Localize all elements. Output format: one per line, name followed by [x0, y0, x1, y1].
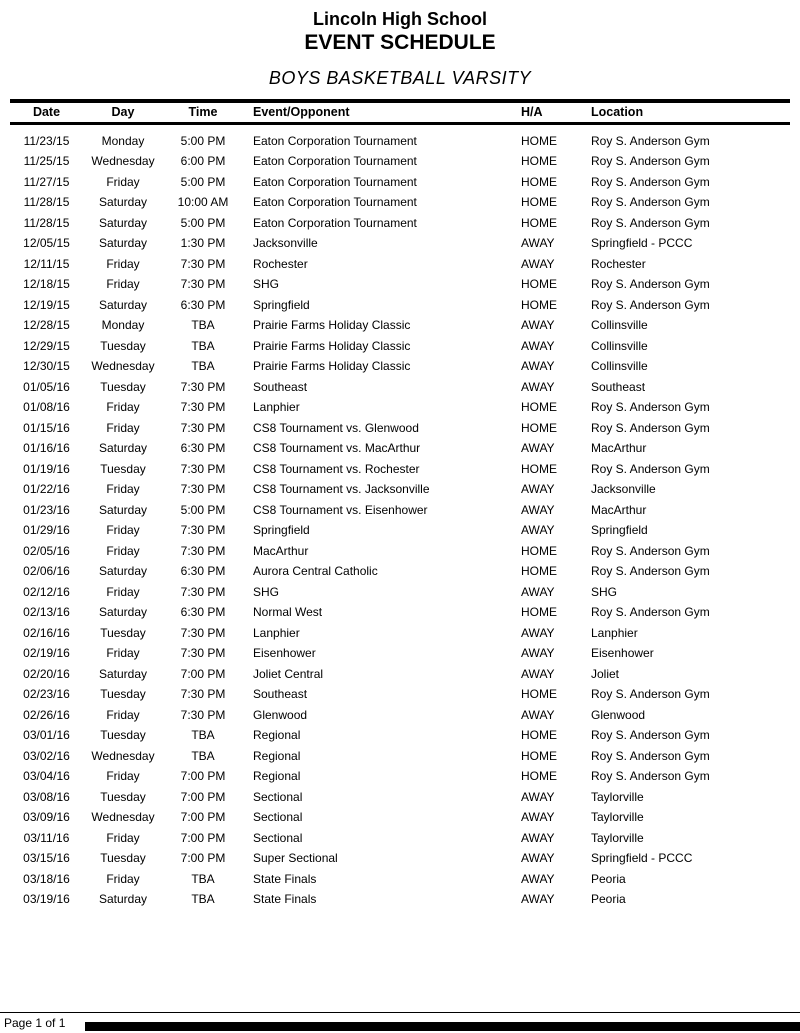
cell-date: 12/05/15 [23, 236, 70, 250]
cell-location: Glenwood [591, 707, 646, 722]
bottom-bar [85, 1022, 800, 1031]
cell-ha: HOME [521, 605, 557, 619]
cell-date: 02/26/16 [23, 707, 70, 722]
cell-ha: AWAY [521, 830, 555, 845]
cell-ha: AWAY [521, 256, 555, 271]
cell-date: 01/08/16 [23, 400, 70, 414]
cell-day: Monday [101, 318, 145, 332]
cell-location: Roy S. Anderson Gym [591, 195, 710, 209]
cell-time: TBA [191, 359, 215, 373]
cell-time: 7:30 PM [180, 646, 226, 660]
cell-day: Tuesday [100, 625, 146, 640]
cell-location: Roy S. Anderson Gym [591, 748, 710, 763]
table-row [10, 828, 790, 849]
header-row [10, 101, 790, 123]
cell-date: 01/16/16 [23, 441, 70, 455]
cell-event: Regional [253, 769, 301, 783]
table-row [10, 766, 790, 787]
cell-event: Springfield [253, 297, 310, 312]
cell-date: 03/19/16 [23, 892, 70, 906]
cell-ha: AWAY [521, 584, 555, 599]
cell-time: 7:30 PM [180, 707, 226, 722]
cell-date: 01/15/16 [23, 420, 70, 435]
cell-event: Regional [253, 748, 301, 763]
table-row [10, 705, 790, 726]
cell-day: Saturday [98, 441, 148, 455]
table-row [10, 479, 790, 500]
cell-event: Regional [253, 728, 301, 742]
cell-time: TBA [191, 871, 215, 886]
table-row [10, 664, 790, 685]
cell-day: Saturday [98, 666, 148, 681]
cell-time: 6:00 PM [180, 154, 226, 168]
cell-time: 6:30 PM [180, 605, 226, 619]
table-row [10, 254, 790, 275]
page-subtitle: BOYS BASKETBALL VARSITY [268, 68, 532, 88]
cell-day: Friday [106, 482, 140, 496]
cell-time: 7:00 PM [180, 830, 226, 845]
cell-event: Southeast [253, 687, 308, 701]
cell-time: 7:30 PM [180, 400, 226, 414]
cell-event: Rochester [253, 256, 308, 271]
schedule-body [10, 123, 790, 910]
cell-event: CS8 Tournament vs. Glenwood [253, 420, 419, 435]
cell-location: Peoria [591, 871, 626, 886]
cell-location: Roy S. Anderson Gym [591, 215, 710, 230]
cell-day: Wednesday [91, 810, 155, 824]
cell-day: Tuesday [100, 687, 146, 701]
cell-event: Glenwood [253, 707, 308, 722]
cell-time: 7:30 PM [180, 523, 226, 537]
cell-location: Jacksonville [591, 482, 656, 496]
cell-day: Wednesday [91, 359, 155, 373]
cell-location: Springfield - PCCC [591, 236, 693, 250]
cell-day: Friday [106, 830, 140, 845]
cell-event: Lanphier [253, 400, 300, 414]
cell-day: Tuesday [100, 789, 146, 804]
table-row [10, 889, 790, 910]
cell-time: 7:30 PM [180, 420, 226, 435]
cell-day: Friday [106, 277, 140, 291]
table-row [10, 582, 790, 603]
page-title: EVENT SCHEDULE [304, 31, 496, 54]
table-row [10, 623, 790, 644]
cell-date: 03/09/16 [23, 810, 70, 824]
cell-time: 7:30 PM [180, 256, 226, 271]
cell-location: Collinsville [591, 318, 648, 332]
table-row [10, 123, 790, 151]
cell-time: 6:30 PM [180, 564, 226, 578]
table-row [10, 377, 790, 398]
cell-location: Collinsville [591, 338, 648, 353]
page-footer-area [0, 1012, 800, 1033]
table-row [10, 500, 790, 521]
cell-day: Friday [106, 420, 140, 435]
cell-date: 01/29/16 [23, 523, 70, 537]
table-row [10, 520, 790, 541]
table-row [10, 848, 790, 869]
cell-event: Joliet Central [253, 666, 324, 681]
cell-time: 7:30 PM [180, 461, 226, 476]
cell-event: Aurora Central Catholic [253, 564, 378, 578]
cell-time: 7:00 PM [180, 769, 226, 783]
cell-day: Monday [101, 133, 145, 148]
cell-date: 11/27/15 [23, 174, 70, 189]
cell-day: Friday [106, 871, 140, 886]
table-row [10, 561, 790, 582]
cell-location: MacArthur [591, 502, 647, 517]
cell-event: Eaton Corporation Tournament [253, 154, 417, 168]
cell-ha: AWAY [521, 359, 555, 373]
cell-event: State Finals [253, 871, 317, 886]
cell-ha: AWAY [521, 482, 555, 496]
cell-ha: AWAY [521, 666, 555, 681]
cell-ha: AWAY [521, 441, 555, 455]
cell-location: Roy S. Anderson Gym [591, 564, 710, 578]
cell-location: Springfield - PCCC [591, 851, 693, 865]
cell-ha: HOME [521, 728, 557, 742]
cell-time: 7:00 PM [180, 810, 226, 824]
cell-event: Prairie Farms Holiday Classic [253, 359, 411, 373]
cell-ha: AWAY [521, 851, 555, 865]
cell-day: Saturday [98, 892, 148, 906]
cell-ha: HOME [521, 297, 557, 312]
cell-location: Roy S. Anderson Gym [591, 400, 710, 414]
cell-ha: HOME [521, 133, 557, 148]
cell-date: 03/08/16 [23, 789, 70, 804]
cell-location: Joliet [591, 666, 620, 681]
table-row [10, 274, 790, 295]
cell-event: Springfield [253, 523, 310, 537]
cell-location: Collinsville [591, 359, 648, 373]
cell-day: Saturday [98, 215, 148, 230]
table-row [10, 172, 790, 193]
cell-event: State Finals [253, 892, 317, 906]
cell-ha: HOME [521, 215, 557, 230]
cell-event: Prairie Farms Holiday Classic [253, 338, 411, 353]
table-row [10, 684, 790, 705]
cell-location: Roy S. Anderson Gym [591, 769, 710, 783]
cell-time: 5:00 PM [180, 502, 226, 517]
cell-time: TBA [191, 338, 215, 353]
cell-day: Friday [106, 256, 140, 271]
cell-ha: AWAY [521, 318, 555, 332]
cell-ha: HOME [521, 461, 557, 476]
cell-location: Roy S. Anderson Gym [591, 420, 710, 435]
cell-date: 03/04/16 [23, 769, 70, 783]
cell-date: 01/22/16 [23, 482, 70, 496]
cell-location: Roy S. Anderson Gym [591, 174, 710, 189]
cell-event: CS8 Tournament vs. Eisenhower [253, 502, 428, 517]
cell-event: CS8 Tournament vs. Rochester [253, 461, 420, 476]
cell-time: TBA [191, 728, 215, 742]
cell-location: Roy S. Anderson Gym [591, 133, 710, 148]
cell-location: Taylorville [591, 830, 644, 845]
cell-location: MacArthur [591, 441, 647, 455]
cell-date: 11/23/15 [23, 133, 70, 148]
cell-date: 03/02/16 [23, 748, 70, 763]
cell-location: Springfield [591, 523, 648, 537]
cell-time: 5:00 PM [180, 215, 226, 230]
cell-time: 7:00 PM [180, 789, 226, 804]
school-name: Lincoln High School [313, 9, 487, 29]
cell-event: Prairie Farms Holiday Classic [253, 318, 411, 332]
header-time: Time [163, 101, 243, 123]
cell-ha: AWAY [521, 338, 555, 353]
cell-location: Roy S. Anderson Gym [591, 605, 710, 619]
cell-date: 03/18/16 [23, 871, 70, 886]
cell-ha: AWAY [521, 502, 555, 517]
cell-date: 12/30/15 [23, 359, 70, 373]
cell-ha: HOME [521, 687, 557, 701]
cell-location: Roy S. Anderson Gym [591, 687, 710, 701]
cell-location: Roy S. Anderson Gym [591, 297, 710, 312]
table-row [10, 336, 790, 357]
cell-ha: HOME [521, 564, 557, 578]
cell-day: Tuesday [100, 461, 146, 476]
cell-ha: HOME [521, 420, 557, 435]
cell-location: Taylorville [591, 789, 644, 804]
cell-location: Eisenhower [591, 646, 654, 660]
table-row [10, 725, 790, 746]
cell-ha: AWAY [521, 523, 555, 537]
cell-day: Friday [106, 174, 140, 189]
cell-location: Roy S. Anderson Gym [591, 728, 710, 742]
cell-date: 03/11/16 [23, 830, 70, 845]
cell-date: 11/28/15 [23, 215, 70, 230]
cell-event: Eaton Corporation Tournament [253, 174, 417, 189]
table-row [10, 541, 790, 562]
cell-date: 11/25/15 [23, 154, 70, 168]
page-header [0, 0, 800, 89]
cell-event: Eaton Corporation Tournament [253, 195, 417, 209]
table-row [10, 315, 790, 336]
table-row [10, 356, 790, 377]
table-row [10, 869, 790, 890]
cell-time: TBA [191, 892, 215, 906]
cell-ha: AWAY [521, 625, 555, 640]
table-row [10, 151, 790, 172]
cell-event: Eaton Corporation Tournament [253, 215, 417, 230]
cell-event: CS8 Tournament vs. MacArthur [253, 441, 421, 455]
table-row [10, 397, 790, 418]
cell-location: Roy S. Anderson Gym [591, 461, 710, 476]
cell-date: 02/19/16 [23, 646, 70, 660]
cell-location: Roy S. Anderson Gym [591, 277, 710, 291]
cell-ha: HOME [521, 277, 557, 291]
cell-event: Sectional [253, 810, 303, 824]
cell-day: Friday [106, 707, 140, 722]
cell-event: Eisenhower [253, 646, 316, 660]
table-row [10, 746, 790, 767]
cell-day: Friday [106, 523, 140, 537]
cell-location: Lanphier [591, 625, 638, 640]
cell-location: Roy S. Anderson Gym [591, 154, 710, 168]
cell-day: Tuesday [100, 728, 146, 742]
cell-ha: AWAY [521, 892, 555, 906]
cell-location: Roy S. Anderson Gym [591, 543, 710, 558]
cell-date: 12/18/15 [23, 277, 70, 291]
cell-time: 7:00 PM [180, 666, 226, 681]
table-row [10, 807, 790, 828]
table-row [10, 213, 790, 234]
cell-location: Peoria [591, 892, 626, 906]
cell-time: 5:00 PM [180, 133, 226, 148]
cell-date: 12/11/15 [23, 256, 70, 271]
cell-ha: AWAY [521, 810, 555, 824]
cell-time: 7:00 PM [180, 851, 226, 865]
cell-day: Friday [106, 584, 140, 599]
table-row [10, 643, 790, 664]
cell-ha: HOME [521, 195, 557, 209]
cell-time: 6:30 PM [180, 441, 226, 455]
cell-date: 01/19/16 [23, 461, 70, 476]
cell-ha: HOME [521, 174, 557, 189]
table-row [10, 459, 790, 480]
cell-time: 10:00 AM [177, 195, 229, 209]
cell-day: Friday [106, 769, 140, 783]
cell-event: Jacksonville [253, 236, 318, 250]
cell-ha: HOME [521, 543, 557, 558]
cell-day: Saturday [98, 236, 148, 250]
cell-date: 02/23/16 [23, 687, 70, 701]
cell-event: MacArthur [253, 543, 309, 558]
cell-day: Friday [106, 400, 140, 414]
cell-time: 6:30 PM [180, 297, 226, 312]
cell-event: Eaton Corporation Tournament [253, 133, 417, 148]
cell-event: Normal West [253, 605, 323, 619]
cell-event: CS8 Tournament vs. Jacksonville [253, 482, 430, 496]
cell-event: Southeast [253, 379, 308, 394]
cell-event: Lanphier [253, 625, 300, 640]
cell-day: Wednesday [91, 748, 155, 763]
cell-ha: HOME [521, 154, 557, 168]
header-ha: H/A [513, 101, 583, 123]
cell-ha: AWAY [521, 379, 555, 394]
cell-time: 5:00 PM [180, 174, 226, 189]
cell-day: Saturday [98, 297, 148, 312]
cell-time: 7:30 PM [180, 543, 226, 558]
cell-event: SHG [253, 277, 280, 291]
cell-date: 02/16/16 [23, 625, 70, 640]
cell-event: Super Sectional [253, 851, 338, 865]
cell-day: Saturday [98, 605, 148, 619]
table-row [10, 418, 790, 439]
cell-date: 02/20/16 [23, 666, 70, 681]
cell-date: 02/12/16 [23, 584, 70, 599]
cell-date: 02/13/16 [23, 605, 70, 619]
cell-location: Taylorville [591, 810, 644, 824]
cell-location: Rochester [591, 256, 646, 271]
cell-date: 11/28/15 [23, 195, 70, 209]
cell-date: 03/15/16 [23, 851, 70, 865]
table-row [10, 192, 790, 213]
cell-day: Saturday [98, 195, 148, 209]
cell-time: 7:30 PM [180, 482, 226, 496]
table-row [10, 602, 790, 623]
cell-time: TBA [191, 318, 215, 332]
header-event: Event/Opponent [243, 101, 513, 123]
cell-date: 12/28/15 [23, 318, 70, 332]
cell-time: 1:30 PM [180, 236, 226, 250]
cell-event: SHG [253, 584, 280, 599]
cell-ha: AWAY [521, 707, 555, 722]
cell-time: 7:30 PM [180, 379, 226, 394]
cell-day: Saturday [98, 564, 148, 578]
cell-date: 01/23/16 [23, 502, 70, 517]
cell-time: 7:30 PM [180, 687, 226, 701]
page-number: Page 1 of 1 [4, 1016, 66, 1030]
cell-date: 03/01/16 [23, 728, 70, 742]
cell-time: 7:30 PM [180, 625, 226, 640]
table-row [10, 233, 790, 254]
cell-time: 7:30 PM [180, 277, 226, 291]
cell-location: Southeast [591, 379, 646, 394]
cell-ha: AWAY [521, 236, 555, 250]
cell-location: SHG [591, 584, 618, 599]
cell-event: Sectional [253, 830, 303, 845]
cell-event: Sectional [253, 789, 303, 804]
cell-ha: AWAY [521, 789, 555, 804]
cell-ha: HOME [521, 769, 557, 783]
cell-time: 7:30 PM [180, 584, 226, 599]
cell-date: 01/05/16 [23, 379, 70, 394]
cell-date: 02/06/16 [23, 564, 70, 578]
cell-day: Friday [106, 646, 140, 660]
cell-day: Tuesday [100, 851, 146, 865]
cell-day: Saturday [98, 502, 148, 517]
cell-ha: HOME [521, 748, 557, 763]
cell-ha: HOME [521, 400, 557, 414]
header-location: Location [583, 101, 790, 123]
cell-date: 12/29/15 [23, 338, 70, 353]
cell-day: Wednesday [91, 154, 155, 168]
cell-time: TBA [191, 748, 215, 763]
schedule-table [10, 99, 790, 910]
cell-day: Friday [106, 543, 140, 558]
header-date: Date [10, 101, 83, 123]
table-row [10, 295, 790, 316]
cell-date: 02/05/16 [23, 543, 70, 558]
cell-date: 12/19/15 [23, 297, 70, 312]
cell-ha: AWAY [521, 646, 555, 660]
cell-day: Tuesday [100, 338, 146, 353]
table-row [10, 787, 790, 808]
cell-day: Tuesday [100, 379, 146, 394]
cell-ha: AWAY [521, 871, 555, 886]
table-row [10, 438, 790, 459]
header-day: Day [83, 101, 163, 123]
